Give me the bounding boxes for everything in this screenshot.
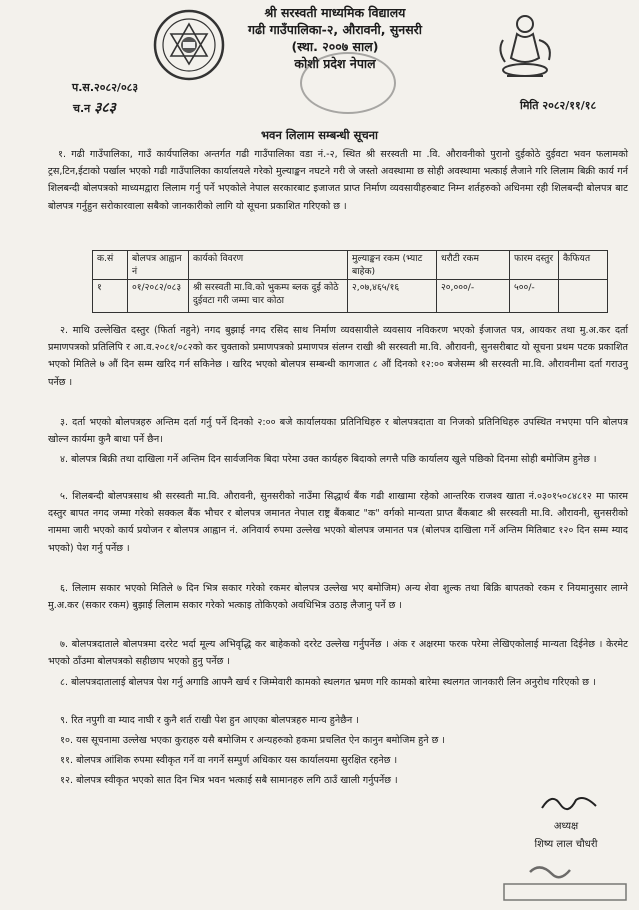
table-header-row [93, 251, 608, 280]
table-cell: श्री सरस्वती मा.वि.को भुकम्प ब्लक दुई कोठे दुईवटा गरी जम्मा चार कोठा [189, 280, 348, 313]
clause-5: ५. शिलबन्दी बोलपत्रसाथ श्री सरस्वती मा.वि. औरावनी, सुनसरीको नाउँमा सिद्धार्थ बैंक गढी शाखामा रहेको आन्तरिक राजश्व खाता नं.०३०१५०८४८१२ मा फारम दस्तुर बापत नगद जम्मा गरेको सक्कल बैंक भौचर र बोलपत्र जमानत नेपाल राष्ट्र बैंकबाट "क" वर्गको मान्यता प्राप्त बैंकबाट श्री सरस्वती मा.वि. औरावनी, सुनसरीको नाममा जारी भएको कार्य प्रयोजन र बोलपत्र आह्वान नं. अनिवार्य रुपमा उल्लेख भएको बोलपत्र जमानत पत्र (बोलपत्र दाखिला गर्ने अन्तिम मितिबाट १२० दिन सम्म म्याद भएको) पेश गर्नु पर्नेछ । [48, 491, 628, 554]
table-header-cell: मुल्याङ्कन रकम (भ्याट बाहेक) [348, 251, 437, 280]
official-seal [300, 52, 396, 114]
table-cell: ०१/२०८२/०८३ [128, 280, 189, 313]
table-cell [559, 280, 608, 313]
clause-9: ९. रित नपुगी वा म्याद नाघी र कुनै शर्त राखी पेश हुन आएका बोलपत्रहरु मान्य हुनेछैन । [60, 715, 359, 726]
clause-4: ४. बोलपत्र बिक्री तथा दाखिला गर्ने अन्तिम दिन सार्वजनिक बिदा परेमा उक्त कार्यहरु बिदाको लगत्तै पछि कार्यालय खुले पछिको दिनमा सोही बमोजिम हुनेछ । [60, 454, 597, 465]
table-header-cell: क.सं [93, 251, 128, 280]
table-row [93, 280, 608, 313]
cn-value: ३८३ [94, 100, 116, 116]
clause-7: ७. बोलपत्रदाताले बोलपत्रमा दररेट भर्दा मूल्य अभिवृद्धि कर बाहेकको दररेट उल्लेख गर्नुपर्नेछ । अंक र अक्षरमा फरक परेमा लेखिएकोलाई मान्यता दिईनेछ । केरमेट भएको ठाँउमा बोलपत्रको सहीछाप भएको हुनु पर्नेछ । [48, 639, 628, 668]
cn-block [73, 98, 116, 117]
table-cell: २०,०००/- [437, 280, 510, 313]
table-header-cell: बोलपत्र आह्वान नं [128, 251, 189, 280]
date-label: मिति [520, 99, 539, 112]
signatory-title: अध्यक्ष [553, 821, 579, 832]
official-stamp-icon [500, 860, 630, 904]
table-header-cell: फारम दस्तुर [510, 251, 559, 280]
notice-intro: १. गढी गाउँपालिका, गाउँ कार्यपालिका अन्तर्गत गढी गाउँपालिका वडा नं.-२, स्थित श्री सरस्वती मा .वि. औरावनीको पुरानो दुईकोठे दुईवटा भवन फलामको ट्रस,टिन,ईटाको पर्खाल भएको गढी गाउँपालिका कार्यालयले गरेको मुल्याङ्कन नघटने गरी जे जस्तो अवस्थामा छ सोही अवस्थामा भत्काई लैजाने गरि लिलाम बिक्री कार्य गर्न शिलबन्दी बोलपत्रको माध्यमद्वारा लिलाम गर्नु पर्ने भएकोले नेपाल सरकारबाट इजाजत प्राप्त निर्माण व्यवसायीहरुबाट निम्न शर्तहरुको अधिनमा रही शिलबन्दी बोलपत्र बाट बोलपत्र गर्नुहुन सरोकारवाला सबैको जानकारीको लागि यो सूचना प्रकाशित गरिएको छ । [48, 149, 628, 212]
ps-number: प.स.२०८२/०८३ [72, 81, 139, 94]
clause-11: ११. बोलपत्र आंशिक रुपमा स्वीकृत गर्ने वा नगर्ने सम्पुर्ण अधिकार यस कार्यालयमा सुरक्षित रहनेछ । [60, 755, 398, 766]
signature-block [506, 818, 626, 854]
clause-2: २. माथि उल्लेखित दस्तुर (फिर्ता नहुने) नगद बुझाई नगद रसिद साथ निर्माण व्यवसायीले व्यवसाय नविकरण भएको ईजाजत पत्र, आयकर तथा मु.अ.कर दर्ता प्रमाणपत्रको प्रतिलिपि र आ.व.२०८१/०८२को कर चुक्ताको प्रमाणपत्रको प्रमाणपत्र संलग्न राखी श्री सरस्वती मा.वि. औरावनी, सुनसरीबाट यो सूचना प्रथम पटक प्रकाशित भएको मितिले ७ औं दिन सम्म खरिद गर्न सकिनेछ । खरिद भएको बोलपत्र सम्बन्धी कागजात ८ औं दिनको १२:०० बजेसम्म श्री सरस्वती मा.वि. औरावनीमा दर्ता गराउनु पर्नेछ । [48, 325, 628, 388]
table-cell: २,०७,४६५/१६ [348, 280, 437, 313]
cn-label: च.न [73, 102, 91, 115]
table-cell: ५००/- [510, 280, 559, 313]
notice-title: भवन लिलाम सम्बन्धी सूचना [260, 128, 379, 142]
established-year: (स्था. २००७ साल) [291, 39, 379, 54]
date-block [520, 98, 596, 113]
clause-6: ६. लिलाम सकार भएको मितिले ७ दिन भित्र सकार गरेको रकमर बोलपत्र उल्लेख भए बमोजिम) अन्य शेवा शुल्क तथा बिक्रि बापतको रकम र नियमानुसार लाग्ने मु.अ.कर (सकार रकम) बुझाई लिलाम सकार गरेको भत्काइ तोकिएको अवधिभित्र उठाइ लैजानु पर्ने छ । [48, 583, 628, 612]
table-cell: १ [93, 280, 128, 313]
clause-3: ३. दर्ता भएको बोलपत्रहरु अन्तिम दर्ता गर्नु पर्ने दिनको २:०० बजे कार्यालयका प्रतिनिधिहरु र बोलपत्रदाता वा निजको प्रतिनिधिहरु उपस्थित नभएमा पनि बोलपत्र खोल्न कार्यमा कुनै बाधा पर्ने छैन। [48, 417, 628, 446]
province-name: कोशी प्रदेश नेपाल [294, 56, 376, 71]
table-header-cell: कैफियत [559, 251, 608, 280]
school-address: गढी गाउँपालिका-२, औरावनी, सुनसरी [247, 22, 423, 37]
signatory-name: शिष्य लाल चौधरी [534, 839, 598, 850]
table-header-cell: कार्यको विवरण [189, 251, 348, 280]
clause-12: १२. बोलपत्र स्वीकृत भएको सात दिन भित्र भवन भत्काई सबै सामानहरु लगि ठाउँ खाली गर्नुपर्नेछ । [60, 775, 398, 786]
clause-8: ८. बोलपत्रदातालाई बोलपत्र पेश गर्नु अगाडि आफ्नै खर्च र जिम्मेवारी कामको स्थलगत भ्रमण गरि कामको बारेमा स्थलगत जानकारी लिन अनुरोध गरिएको छ । [60, 677, 596, 688]
date-value: २०८२/११/१८ [542, 99, 597, 112]
signature-mark-icon [540, 790, 600, 814]
table-header-cell: धरौटी रकम [437, 251, 510, 280]
clause-10: १०. यस सूचनामा उल्लेख भएका कुराहरु यसै बमोजिम र अन्यहरुको हकमा प्रचलित ऐन कानुन बमोजिम हुने छ । [60, 735, 446, 746]
school-name: श्री सरस्वती माध्यमिक विद्यालय [264, 5, 406, 20]
saraswati-emblem-icon [495, 10, 557, 84]
bid-table [92, 250, 608, 313]
